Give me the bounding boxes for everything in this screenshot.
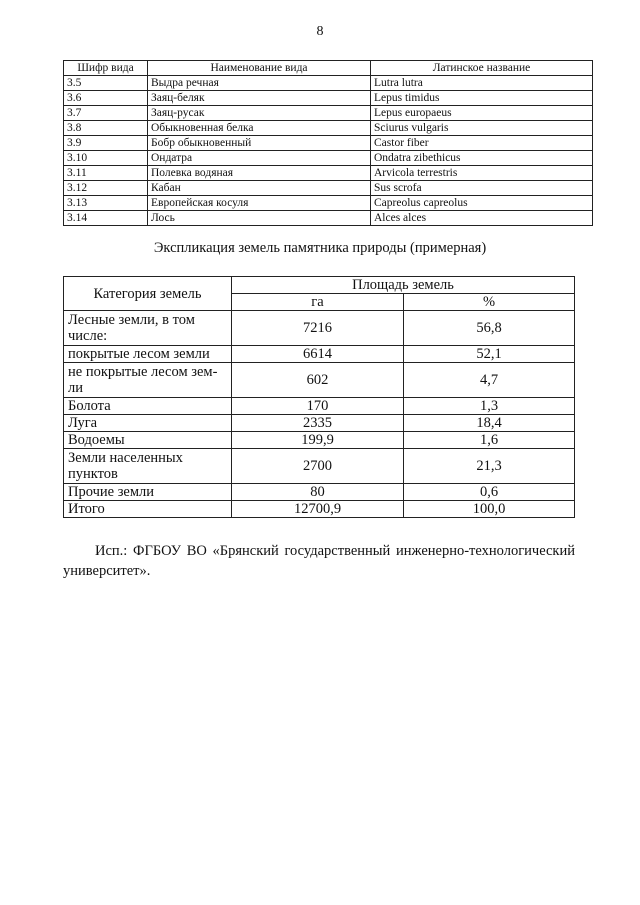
species-code: 3.13 [64,196,148,211]
species-code: 3.12 [64,181,148,196]
land-table [63,276,575,518]
species-name: Лось [148,211,371,226]
species-code: 3.9 [64,136,148,151]
land-ha: 7216 [232,311,404,346]
species-name: Заяц-беляк [148,91,371,106]
land-ha: 2335 [232,415,404,432]
table-row [64,346,575,363]
species-code: 3.14 [64,211,148,226]
table-row [64,311,575,346]
table-row [64,181,593,196]
table-row [64,196,593,211]
table-row [64,432,575,449]
land-pct: 1,3 [404,398,575,415]
land-header-area: Площадь земель [232,277,575,294]
table-row [64,484,575,501]
land-pct: 52,1 [404,346,575,363]
land-pct: 56,8 [404,311,575,346]
species-name: Ондатра [148,151,371,166]
land-ha: 199,9 [232,432,404,449]
species-table [63,60,593,226]
land-category: Болота [64,398,232,415]
species-code: 3.6 [64,91,148,106]
table-row [64,363,575,398]
table-row [64,398,575,415]
species-latin: Castor fiber [371,136,593,151]
land-ha: 2700 [232,449,404,484]
land-category: Земли населенных пунктов [64,449,232,484]
land-ha: 602 [232,363,404,398]
species-latin: Alces alces [371,211,593,226]
species-code: 3.7 [64,106,148,121]
species-name: Заяц-русак [148,106,371,121]
table-row [64,415,575,432]
land-pct: 4,7 [404,363,575,398]
land-pct: 21,3 [404,449,575,484]
species-code: 3.5 [64,76,148,91]
table-row [64,211,593,226]
species-latin: Capreolus capreolus [371,196,593,211]
species-header-latin: Латинское название [371,61,593,76]
land-pct: 18,4 [404,415,575,432]
table-row [64,449,575,484]
species-header-code: Шифр вида [64,61,148,76]
species-latin: Sciurus vulgaris [371,121,593,136]
table-row [64,121,593,136]
land-table-caption: Экспликация земель памятника природы (примерная) [153,240,487,256]
species-code: 3.10 [64,151,148,166]
species-name: Обыкновенная белка [148,121,371,136]
species-latin: Sus scrofa [371,181,593,196]
executor-note: Исп.: ФГБОУ ВО «Брянский государственный инженерно-технологический университет». [63,543,575,579]
land-ha: 12700,9 [232,501,404,518]
land-category: не покрытые лесом зем-ли [64,363,232,398]
species-name: Выдра речная [148,76,371,91]
table-row [64,106,593,121]
land-pct: 100,0 [404,501,575,518]
table-row [64,136,593,151]
species-table-header-row [64,61,593,76]
species-name: Бобр обыкновенный [148,136,371,151]
land-header-pct: % [404,294,575,311]
species-name: Полевка водяная [148,166,371,181]
land-ha: 6614 [232,346,404,363]
species-code: 3.11 [64,166,148,181]
species-name: Кабан [148,181,371,196]
land-header-category: Категория земель [64,277,232,311]
species-header-name: Наименование вида [148,61,371,76]
species-latin: Lepus europaeus [371,106,593,121]
land-category: Прочие земли [64,484,232,501]
table-row [64,76,593,91]
table-row [64,151,593,166]
species-latin: Arvicola terrestris [371,166,593,181]
table-row [64,166,593,181]
land-category: Лесные земли, в том числе: [64,311,232,346]
page-number: 8 [316,24,324,39]
land-ha: 80 [232,484,404,501]
land-ha: 170 [232,398,404,415]
table-row [64,91,593,106]
land-category: Водоемы [64,432,232,449]
land-category: Итого [64,501,232,518]
table-row [64,501,575,518]
species-name: Европейская косуля [148,196,371,211]
land-category: Луга [64,415,232,432]
land-pct: 1,6 [404,432,575,449]
land-header-ha: га [232,294,404,311]
species-latin: Ondatra zibethicus [371,151,593,166]
species-latin: Lutra lutra [371,76,593,91]
species-latin: Lepus timidus [371,91,593,106]
species-code: 3.8 [64,121,148,136]
land-pct: 0,6 [404,484,575,501]
land-category: покрытые лесом земли [64,346,232,363]
